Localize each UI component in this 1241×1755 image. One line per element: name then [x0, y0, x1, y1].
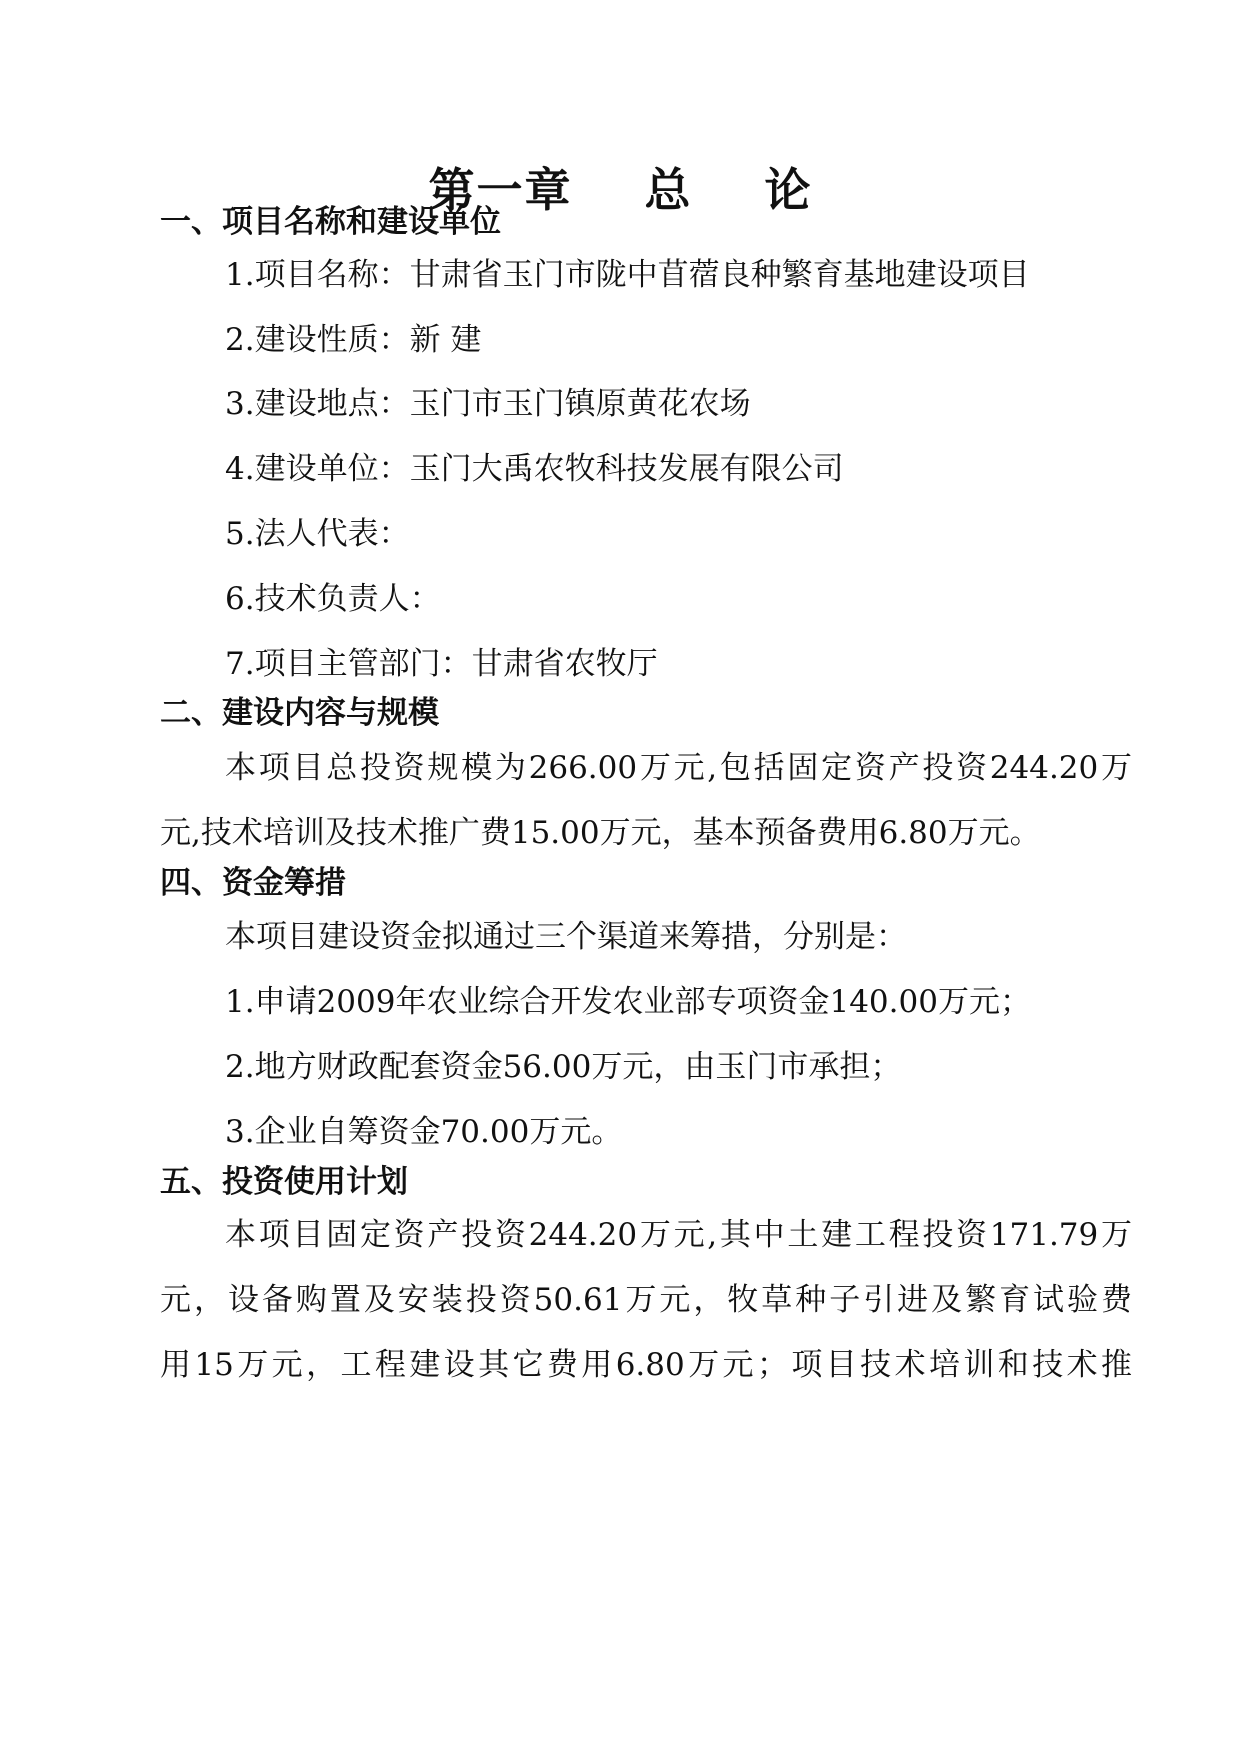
section-heading-investment-plan: 五、投资使用计划: [160, 1164, 408, 1200]
section-heading-funding: 四、资金筹措: [160, 865, 346, 901]
list-item: 2.建设性质：新 建: [225, 322, 482, 358]
list-item: 2.地方财政配套资金56.00万元，由玉门市承担；: [225, 1049, 902, 1085]
chapter-title: 第一章 总 论: [428, 163, 813, 217]
list-item: 7.项目主管部门：甘肃省农牧厅: [225, 646, 658, 682]
list-item: 5.法人代表：: [225, 516, 410, 552]
list-item: 6.技术负责人：: [225, 581, 441, 617]
section-heading-project-name: 一、项目名称和建设单位: [160, 204, 501, 240]
list-item: 1.项目名称：甘肃省玉门市陇中苜蓿良种繁育基地建设项目: [225, 257, 1030, 293]
section-heading-construction: 二、建设内容与规模: [160, 695, 439, 731]
paragraph-line: 本项目建设资金拟通过三个渠道来筹措，分别是：: [225, 919, 907, 955]
list-item: 3.建设地点：玉门市玉门镇原黄花农场: [225, 386, 751, 422]
paragraph-line: 元,技术培训及技术推广费15.00万元，基本预备费用6.80万元。: [160, 815, 1041, 851]
list-item: 4.建设单位：玉门大禹农牧科技发展有限公司: [225, 451, 844, 487]
paragraph-line: 用15万元，工程建设其它费用6.80万元；项目技术培训和技术推: [160, 1347, 1132, 1383]
paragraph-line: 本项目固定资产投资244.20万元,其中土建工程投资171.79万: [225, 1217, 1132, 1253]
paragraph-line: 本项目总投资规模为266.00万元,包括固定资产投资244.20万: [225, 750, 1132, 786]
list-item: 1.申请2009年农业综合开发农业部专项资金140.00万元；: [225, 984, 1031, 1020]
list-item: 3.企业自筹资金70.00万元。: [225, 1114, 623, 1150]
paragraph-line: 元，设备购置及安装投资50.61万元，牧草种子引进及繁育试验费: [160, 1282, 1132, 1318]
